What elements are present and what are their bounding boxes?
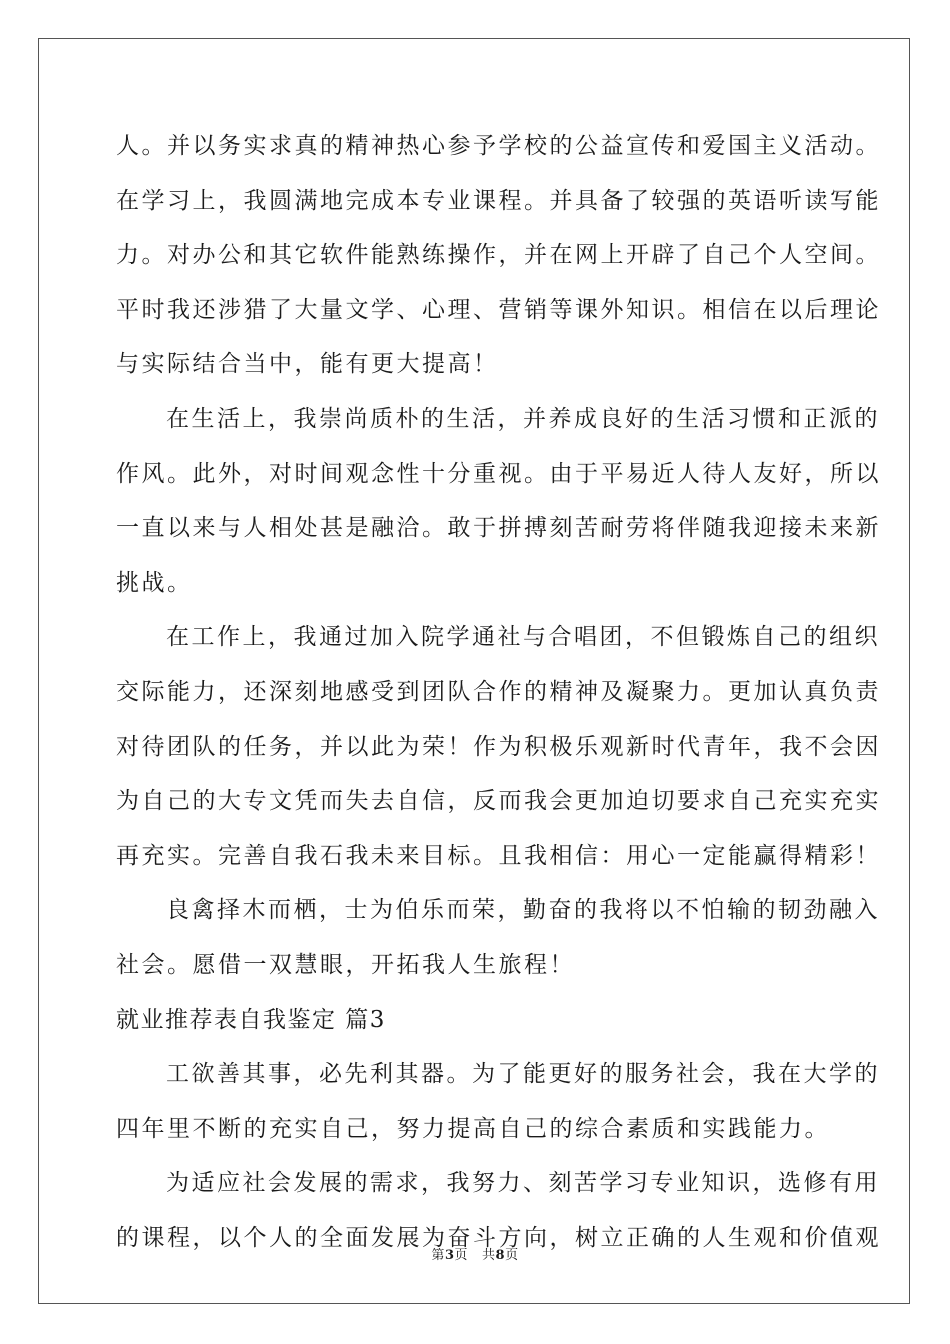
body-line: 人。并以务实求真的精神热心参予学校的公益宣传和爱国主义活动。 (116, 133, 881, 159)
page-suffix: 页 (454, 1248, 468, 1263)
paragraph-first-line: 为适应社会发展的需求，我努力、刻苦学习专业知识，选修有用 (166, 1170, 880, 1197)
body-line: 再充实。完善自我石我未来目标。且我相信：用心一定能赢得精彩！ (116, 842, 881, 869)
document-body (116, 128, 881, 1274)
body-line: 与实际结合当中，能有更大提高！ (116, 351, 499, 378)
page-number: 3 (444, 1248, 455, 1263)
body-line: 的课程，以个人的全面发展为奋斗方向，树立正确的人生观和价值观 (116, 1224, 881, 1251)
body-line: 四年里不断的充实自己，努力提高自己的综合素质和实践能力。 (116, 1115, 830, 1142)
page-prefix: 第 (431, 1248, 445, 1263)
body-line: 平时我还涉猎了大量文学、心理、营销等课外知识。相信在以后理论 (116, 296, 881, 323)
paragraph-first-line: 在生活上，我崇尚质朴的生活，并养成良好的生活习惯和正派的 (166, 405, 880, 432)
paragraph-first-line: 工欲善其事，必先利其器。为了能更好的服务社会，我在大学的 (166, 1061, 880, 1088)
body-line: 力。对办公和其它软件能熟练操作，并在网上开辟了自己个人空间。 (116, 242, 881, 269)
body-line: 对待团队的任务，并以此为荣！作为积极乐观新时代青年，我不会因 (116, 733, 881, 760)
section-heading: 就业推荐表自我鉴定 篇3 (116, 1006, 386, 1033)
body-line: 作风。此外，对时间观念性十分重视。由于平易近人待人友好，所以 (116, 460, 881, 487)
total-prefix: 共 (482, 1248, 496, 1263)
total-pages: 8 (495, 1248, 506, 1263)
body-line: 一直以来与人相处甚是融洽。敢于拼搏刻苦耐劳将伴随我迎接未来新 (116, 515, 881, 542)
page-footer (0, 1244, 950, 1263)
body-line: 为自己的大专文凭而失去自信，反而我会更加迫切要求自己充实充实 (116, 788, 881, 815)
body-line: 挑战。 (116, 569, 193, 596)
body-line: 社会。愿借一双慧眼，开拓我人生旅程！ (116, 951, 575, 978)
body-line: 在学习上，我圆满地完成本专业课程。并具备了较强的英语听读写能 (116, 187, 881, 214)
paragraph-first-line: 良禽择木而栖，士为伯乐而荣，勤奋的我将以不怕输的韧劲融入 (166, 897, 880, 924)
paragraph-first-line: 在工作上，我通过加入院学通社与合唱团，不但锻炼自己的组织 (166, 624, 880, 651)
total-suffix: 页 (505, 1248, 519, 1263)
body-line: 交际能力，还深刻地感受到团队合作的精神及凝聚力。更加认真负责 (116, 678, 881, 705)
